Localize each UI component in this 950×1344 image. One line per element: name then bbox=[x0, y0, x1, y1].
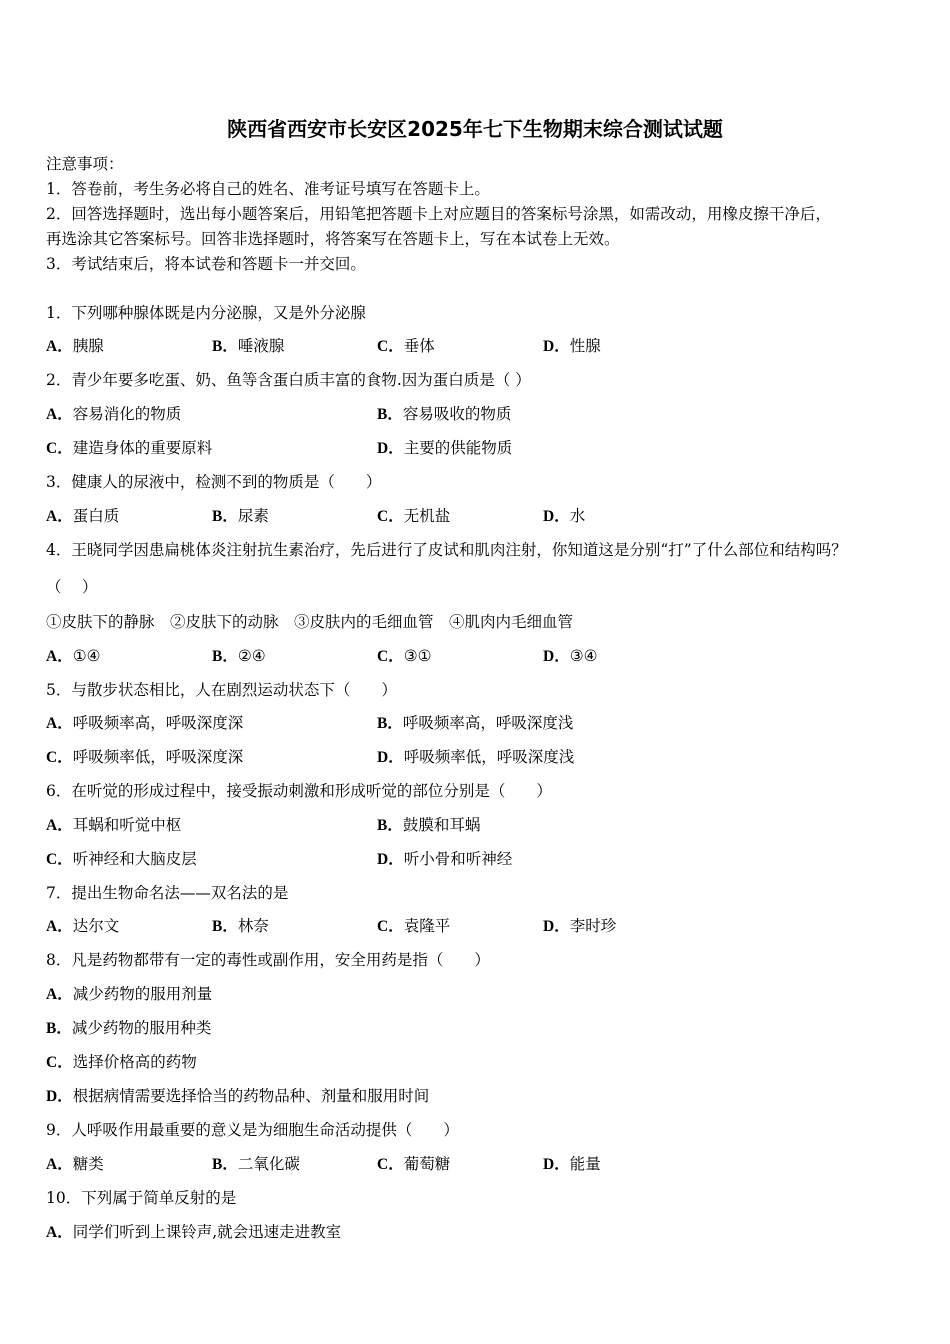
option-text: 达尔文 bbox=[72, 917, 120, 935]
option-label: C． bbox=[46, 1054, 73, 1071]
option-text: 呼吸频率低，呼吸深度浅 bbox=[403, 748, 575, 766]
question-9-stem: 9．人呼吸作用最重要的意义是为细胞生命活动提供（ ） bbox=[46, 1121, 459, 1139]
option-text: 呼吸频率高，呼吸深度深 bbox=[72, 714, 244, 732]
note-2a: 2．回答选择题时，选出每小题答案后，用铅笔把答题卡上对应题目的答案标号涂黑，如需改动，用橡皮擦干净后， bbox=[46, 205, 831, 223]
option-text: ③① bbox=[403, 647, 432, 665]
q3-option-b bbox=[212, 504, 269, 526]
question-4-stem: 4．王晓同学因患扁桃体炎注射抗生素治疗，先后进行了皮试和肌肉注射，你知道这是分别“打”了什么部位和结构吗？ bbox=[46, 541, 847, 559]
option-label: C． bbox=[377, 508, 404, 525]
option-label: D． bbox=[543, 648, 570, 665]
q5-option-c bbox=[46, 745, 243, 767]
question-4-choices: ①皮肤下的静脉 ②皮肤下的动脉 ③皮肤内的毛细血管 ④肌肉内毛细血管 bbox=[46, 613, 574, 631]
question-4-stem-cont: （ ） bbox=[46, 578, 98, 596]
option-label: B． bbox=[377, 715, 403, 732]
q9-option-b bbox=[212, 1152, 300, 1174]
option-text: 唾液腺 bbox=[237, 337, 285, 355]
q3-option-d bbox=[543, 504, 585, 526]
option-label: B． bbox=[212, 1156, 238, 1173]
option-text: 鼓膜和耳蜗 bbox=[402, 816, 481, 834]
option-label: D． bbox=[377, 749, 404, 766]
option-label: D． bbox=[377, 440, 404, 457]
note-2b: 再选涂其它答案标号。回答非选择题时，将答案写在答题卡上，写在本试卷上无效。 bbox=[46, 230, 620, 248]
q9-option-c bbox=[377, 1152, 450, 1174]
q3-option-c bbox=[377, 504, 450, 526]
option-text: 无机盐 bbox=[403, 507, 451, 525]
option-label: A． bbox=[46, 918, 73, 935]
option-text: 主要的供能物质 bbox=[403, 439, 513, 457]
option-text: 减少药物的服用种类 bbox=[71, 1019, 212, 1037]
option-label: C． bbox=[46, 440, 73, 457]
option-label: A． bbox=[46, 648, 73, 665]
option-text: 听神经和大脑皮层 bbox=[72, 850, 197, 868]
option-label: B． bbox=[377, 406, 403, 423]
option-label: A． bbox=[46, 715, 73, 732]
note-1: 1．答卷前，考生务必将自己的姓名、准考证号填写在答题卡上。 bbox=[46, 180, 490, 198]
q9-option-a bbox=[46, 1152, 104, 1174]
option-label: B． bbox=[377, 817, 403, 834]
q1-option-c bbox=[377, 334, 435, 356]
option-text: 同学们听到上课铃声,就会迅速走进教室 bbox=[72, 1223, 342, 1241]
option-text: ①④ bbox=[72, 647, 101, 665]
option-text: 李时珍 bbox=[569, 917, 617, 935]
option-text: 容易消化的物质 bbox=[72, 405, 182, 423]
q5-option-d bbox=[377, 745, 574, 767]
q2-option-c bbox=[46, 436, 212, 458]
option-label: C． bbox=[377, 648, 404, 665]
q7-option-a bbox=[46, 914, 119, 936]
option-label: D． bbox=[543, 918, 570, 935]
q10-option-a bbox=[46, 1220, 341, 1242]
option-label: B． bbox=[46, 1020, 72, 1037]
question-6-stem: 6．在听觉的形成过程中，接受振动刺激和形成听觉的部位分别是（ ） bbox=[46, 782, 552, 800]
q1-option-d bbox=[543, 334, 601, 356]
option-text: ③④ bbox=[569, 647, 598, 665]
option-text: 糖类 bbox=[72, 1155, 104, 1173]
note-3: 3．考试结束后，将本试卷和答题卡一并交回。 bbox=[46, 255, 366, 273]
q7-option-c bbox=[377, 914, 450, 936]
q6-option-d bbox=[377, 847, 512, 869]
option-label: D． bbox=[543, 508, 570, 525]
option-label: D． bbox=[543, 338, 570, 355]
option-text: ②④ bbox=[237, 647, 266, 665]
option-text: 呼吸频率低，呼吸深度深 bbox=[72, 748, 244, 766]
question-2-stem: 2．青少年要多吃蛋、奶、鱼等含蛋白质丰富的食物.因为蛋白质是（ ） bbox=[46, 371, 531, 389]
option-text: 根据病情需要选择恰当的药物品种、剂量和服用时间 bbox=[72, 1087, 430, 1105]
option-text: 建造身体的重要原料 bbox=[72, 439, 213, 457]
option-label: A． bbox=[46, 406, 73, 423]
question-5-stem: 5．与散步状态相比，人在剧烈运动状态下（ ） bbox=[46, 681, 397, 699]
option-text: 林奈 bbox=[237, 917, 269, 935]
q6-option-a bbox=[46, 813, 181, 835]
option-label: C． bbox=[377, 338, 404, 355]
q9-option-d bbox=[543, 1152, 601, 1174]
question-7-stem: 7．提出生物命名法——双名法的是 bbox=[46, 884, 289, 902]
option-label: C． bbox=[377, 1156, 404, 1173]
question-3-stem: 3．健康人的尿液中，检测不到的物质是（ ） bbox=[46, 473, 382, 491]
option-text: 选择价格高的药物 bbox=[72, 1053, 197, 1071]
option-text: 容易吸收的物质 bbox=[402, 405, 512, 423]
option-label: A． bbox=[46, 508, 73, 525]
question-8-stem: 8．凡是药物都带有一定的毒性或副作用，安全用药是指（ ） bbox=[46, 951, 490, 969]
option-label: C． bbox=[377, 918, 404, 935]
q8-option-b bbox=[46, 1016, 211, 1038]
q4-option-c bbox=[377, 644, 432, 666]
q6-option-b bbox=[377, 813, 480, 835]
q6-option-c bbox=[46, 847, 197, 869]
option-text: 耳蜗和听觉中枢 bbox=[72, 816, 182, 834]
option-label: C． bbox=[46, 749, 73, 766]
option-text: 二氧化碳 bbox=[237, 1155, 300, 1173]
q3-option-a bbox=[46, 504, 119, 526]
question-1-stem: 1．下列哪种腺体既是内分泌腺，又是外分泌腺 bbox=[46, 304, 366, 322]
option-label: A． bbox=[46, 817, 73, 834]
q2-option-d bbox=[377, 436, 512, 458]
option-label: A． bbox=[46, 1156, 73, 1173]
q8-option-d bbox=[46, 1084, 429, 1106]
option-label: D． bbox=[377, 851, 404, 868]
q8-option-a bbox=[46, 982, 212, 1004]
q5-option-b bbox=[377, 711, 573, 733]
option-text: 葡萄糖 bbox=[403, 1155, 451, 1173]
q1-option-a bbox=[46, 334, 104, 356]
option-text: 垂体 bbox=[403, 337, 435, 355]
q2-option-b bbox=[377, 402, 511, 424]
option-text: 胰腺 bbox=[72, 337, 104, 355]
option-label: B． bbox=[212, 648, 238, 665]
q4-option-d bbox=[543, 644, 598, 666]
option-text: 能量 bbox=[569, 1155, 601, 1173]
option-label: A． bbox=[46, 1224, 73, 1241]
option-label: B． bbox=[212, 508, 238, 525]
option-text: 听小骨和听神经 bbox=[403, 850, 513, 868]
q7-option-d bbox=[543, 914, 616, 936]
question-10-stem: 10．下列属于简单反射的是 bbox=[46, 1189, 237, 1207]
q7-option-b bbox=[212, 914, 269, 936]
option-label: D． bbox=[46, 1088, 73, 1105]
q8-option-c bbox=[46, 1050, 197, 1072]
q2-option-a bbox=[46, 402, 181, 424]
option-text: 蛋白质 bbox=[72, 507, 120, 525]
option-text: 呼吸频率高，呼吸深度浅 bbox=[402, 714, 574, 732]
option-text: 尿素 bbox=[237, 507, 269, 525]
q5-option-a bbox=[46, 711, 243, 733]
option-text: 性腺 bbox=[569, 337, 601, 355]
option-text: 水 bbox=[569, 507, 586, 525]
option-text: 减少药物的服用剂量 bbox=[72, 985, 213, 1003]
notes-heading: 注意事项： bbox=[46, 155, 124, 173]
option-label: A． bbox=[46, 986, 73, 1003]
option-label: D． bbox=[543, 1156, 570, 1173]
option-label: B． bbox=[212, 338, 238, 355]
option-label: B． bbox=[212, 918, 238, 935]
q4-option-a bbox=[46, 644, 101, 666]
exam-title: 陕西省西安市长安区2025年七下生物期末综合测试试题 bbox=[227, 117, 723, 141]
option-label: A． bbox=[46, 338, 73, 355]
option-text: 袁隆平 bbox=[403, 917, 451, 935]
option-label: C． bbox=[46, 851, 73, 868]
q1-option-b bbox=[212, 334, 284, 356]
q4-option-b bbox=[212, 644, 266, 666]
